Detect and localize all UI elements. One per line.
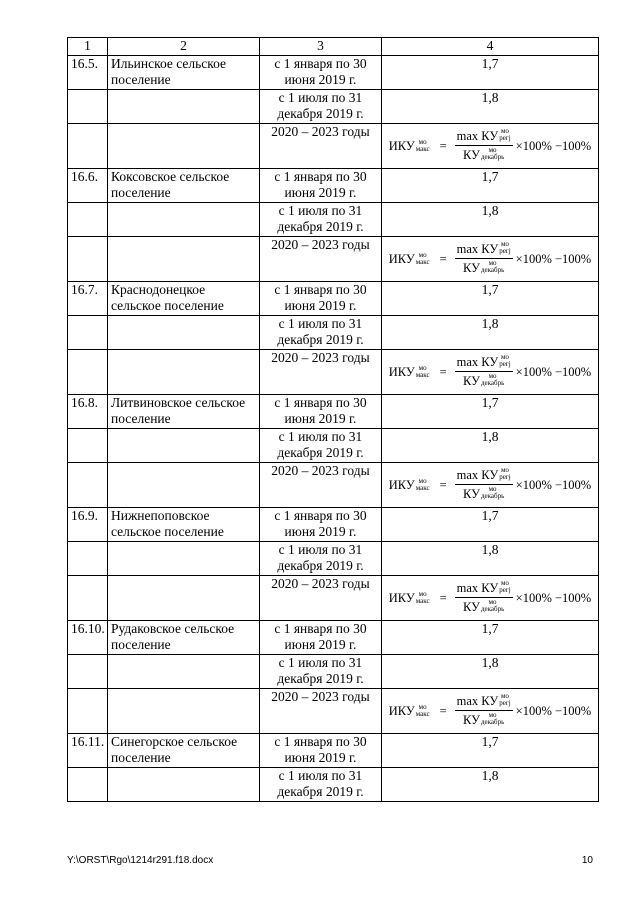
item-number: 16.8. [68, 395, 108, 429]
formula-lhs-sub: макс [415, 596, 430, 605]
value-cell: 1,8 [382, 90, 599, 124]
index-formula [385, 467, 595, 502]
empty-cell [68, 316, 108, 350]
item-number: 16.6. [68, 169, 108, 203]
formula-den-scripts [481, 260, 504, 274]
header-cell-2: 2 [108, 38, 260, 56]
formula-lhs-scripts [416, 478, 430, 492]
formula-cell [382, 689, 599, 734]
formula-lhs-sub: макс [415, 483, 430, 492]
formula-den-scripts [481, 599, 504, 613]
empty-cell [108, 316, 260, 350]
formula-equals: = [439, 364, 447, 379]
formula-num-sub-group [499, 474, 510, 481]
formula-denominator [461, 598, 506, 615]
formula-num-sub: рег [499, 134, 509, 142]
formula-den-sub: декабрь [480, 266, 505, 274]
formula-den-scripts [481, 712, 504, 726]
value-cell: 1,7 [382, 621, 599, 655]
formula-lhs: ИКУ [388, 251, 415, 266]
empty-cell [108, 576, 260, 621]
formula-tail: ×100% −100% [515, 364, 592, 379]
table-row [68, 689, 599, 734]
table-row [68, 429, 599, 463]
table-row [68, 655, 599, 689]
formula-fraction [455, 241, 513, 276]
formula-cell [382, 463, 599, 508]
formula-cell [382, 237, 599, 282]
value-cell: 1,8 [382, 316, 599, 350]
table-row [68, 350, 599, 395]
table-body [68, 38, 599, 802]
formula-num-prefix: max КУ [456, 581, 499, 595]
table-row [68, 542, 599, 576]
formula-den-sub: декабрь [480, 718, 505, 726]
settlement-name: Ильинское сельское поселение [108, 56, 260, 90]
item-number: 16.7. [68, 282, 108, 316]
empty-cell [108, 203, 260, 237]
period-cell: 2020 – 2023 годы [260, 237, 382, 282]
formula-num-sub: рег [499, 586, 509, 594]
header-cell-4: 4 [382, 38, 599, 56]
settlement-name: Литвиновское сельское поселение [108, 395, 260, 429]
formula-den-base: КУ [463, 713, 480, 727]
formula-denominator [461, 146, 506, 163]
period-cell: с 1 января по 30 июня 2019 г. [260, 734, 382, 768]
formula-den-sup: мо [488, 372, 497, 380]
formula-tail: ×100% −100% [515, 251, 592, 266]
index-formula [385, 580, 595, 615]
table-header-row [68, 38, 599, 56]
table-row [68, 508, 599, 542]
formula-tail: ×100% −100% [515, 590, 592, 605]
empty-cell [108, 90, 260, 124]
empty-cell [68, 689, 108, 734]
formula-num-sub2: j [508, 247, 511, 255]
formula-num-sub: рег [499, 247, 509, 255]
formula-cell [382, 124, 599, 169]
formula-num-sub2: j [508, 473, 511, 481]
table-row [68, 282, 599, 316]
period-cell: с 1 января по 30 июня 2019 г. [260, 621, 382, 655]
period-cell: с 1 июля по 31 декабря 2019 г. [260, 768, 382, 802]
formula-num-sup: мо [500, 240, 509, 248]
formula-den-base: КУ [463, 487, 480, 501]
formula-cell [382, 350, 599, 395]
formula-den-sub: декабрь [480, 492, 505, 500]
formula-lhs-sub: макс [415, 370, 430, 379]
formula-num-scripts [499, 128, 510, 142]
table-row [68, 576, 599, 621]
formula-num-sub-group [499, 700, 510, 707]
formula-lhs-scripts [416, 252, 430, 266]
index-formula [385, 693, 595, 728]
period-cell: с 1 января по 30 июня 2019 г. [260, 282, 382, 316]
formula-numerator [455, 467, 513, 485]
formula-den-sub: декабрь [480, 605, 505, 613]
period-cell: с 1 января по 30 июня 2019 г. [260, 56, 382, 90]
formula-num-scripts [499, 467, 510, 481]
formula-lhs-sup: мо [418, 476, 427, 485]
formula-fraction [455, 580, 513, 615]
value-cell: 1,7 [382, 282, 599, 316]
empty-cell [68, 124, 108, 169]
value-cell: 1,7 [382, 169, 599, 203]
formula-lhs-sup: мо [418, 363, 427, 372]
empty-cell [108, 429, 260, 463]
period-cell: с 1 июля по 31 декабря 2019 г. [260, 429, 382, 463]
index-formula [385, 241, 595, 276]
formula-num-sub: рег [499, 699, 509, 707]
formula-equals: = [439, 251, 447, 266]
value-cell: 1,8 [382, 203, 599, 237]
formula-num-sub2: j [508, 134, 511, 142]
formula-num-sub2: j [508, 586, 511, 594]
formula-equals: = [439, 703, 447, 718]
value-cell: 1,7 [382, 395, 599, 429]
table-row [68, 124, 599, 169]
settlement-name: Нижнепоповское сельское поселение [108, 508, 260, 542]
empty-cell [108, 655, 260, 689]
empty-cell [108, 768, 260, 802]
formula-lhs-sup: мо [418, 137, 427, 146]
period-cell: с 1 июля по 31 декабря 2019 г. [260, 316, 382, 350]
formula-lhs: ИКУ [388, 703, 415, 718]
formula-den-base: КУ [463, 600, 480, 614]
table-row [68, 768, 599, 802]
empty-cell [108, 463, 260, 508]
empty-cell [68, 542, 108, 576]
empty-cell [108, 542, 260, 576]
formula-num-scripts [499, 580, 510, 594]
formula-lhs-sup: мо [418, 250, 427, 259]
formula-lhs-scripts [416, 365, 430, 379]
empty-cell [108, 124, 260, 169]
table-row [68, 90, 599, 124]
value-cell: 1,8 [382, 429, 599, 463]
formula-numerator [455, 241, 513, 259]
period-cell: 2020 – 2023 годы [260, 124, 382, 169]
formula-lhs: ИКУ [388, 477, 415, 492]
formula-lhs-sup: мо [418, 702, 427, 711]
empty-cell [68, 768, 108, 802]
formula-tail: ×100% −100% [515, 477, 592, 492]
period-cell: 2020 – 2023 годы [260, 689, 382, 734]
period-cell: с 1 июля по 31 декабря 2019 г. [260, 655, 382, 689]
table-row [68, 169, 599, 203]
formula-equals: = [439, 590, 447, 605]
item-number: 16.11. [68, 734, 108, 768]
formula-den-scripts [481, 147, 504, 161]
formula-num-sub-group [499, 587, 510, 594]
formula-den-sup: мо [488, 711, 497, 719]
empty-cell [68, 655, 108, 689]
period-cell: 2020 – 2023 годы [260, 350, 382, 395]
empty-cell [108, 689, 260, 734]
table-row [68, 316, 599, 350]
formula-den-base: КУ [463, 148, 480, 162]
formula-num-sub: рег [499, 473, 509, 481]
formula-den-sup: мо [488, 146, 497, 154]
formula-num-prefix: max КУ [456, 355, 499, 369]
value-cell: 1,8 [382, 542, 599, 576]
item-number: 16.10. [68, 621, 108, 655]
empty-cell [68, 237, 108, 282]
formula-num-sup: мо [500, 692, 509, 700]
table-row [68, 621, 599, 655]
settlement-name: Краснодонецкое сельское поселение [108, 282, 260, 316]
formula-den-sup: мо [488, 485, 497, 493]
settlement-name: Коксовское сельское поселение [108, 169, 260, 203]
formula-equals: = [439, 138, 447, 153]
formula-num-sub: рег [499, 360, 509, 368]
table-row [68, 463, 599, 508]
period-cell: с 1 июля по 31 декабря 2019 г. [260, 542, 382, 576]
period-cell: с 1 января по 30 июня 2019 г. [260, 395, 382, 429]
empty-cell [68, 90, 108, 124]
item-number: 16.9. [68, 508, 108, 542]
formula-num-sub-group [499, 361, 510, 368]
formula-lhs-sub: макс [415, 709, 430, 718]
empty-cell [108, 237, 260, 282]
formula-tail: ×100% −100% [515, 138, 592, 153]
formula-num-sub2: j [508, 699, 511, 707]
formula-num-sup: мо [500, 579, 509, 587]
formula-num-prefix: max КУ [456, 242, 499, 256]
formula-denominator [461, 485, 506, 502]
empty-cell [68, 463, 108, 508]
period-cell: с 1 января по 30 июня 2019 г. [260, 508, 382, 542]
empty-cell [68, 429, 108, 463]
index-formula [385, 354, 595, 389]
formula-tail: ×100% −100% [515, 703, 592, 718]
formula-denominator [461, 372, 506, 389]
formula-fraction [455, 467, 513, 502]
formula-num-sup: мо [500, 466, 509, 474]
formula-lhs: ИКУ [388, 364, 415, 379]
formula-num-scripts [499, 354, 510, 368]
footer-file-path: Y:\ORST\Rgo\1214r291.f18.docx [67, 855, 214, 866]
period-cell: с 1 июля по 31 декабря 2019 г. [260, 90, 382, 124]
formula-num-scripts [499, 241, 510, 255]
formula-den-sub: декабрь [480, 379, 505, 387]
formula-lhs-scripts [416, 704, 430, 718]
value-cell: 1,7 [382, 56, 599, 90]
header-cell-1: 1 [68, 38, 108, 56]
formula-numerator [455, 580, 513, 598]
period-cell: с 1 января по 30 июня 2019 г. [260, 169, 382, 203]
formula-fraction [455, 128, 513, 163]
formula-cell [382, 576, 599, 621]
settlement-name: Рудаковское сельское поселение [108, 621, 260, 655]
formula-num-sub2: j [508, 360, 511, 368]
value-cell: 1,8 [382, 768, 599, 802]
formula-equals: = [439, 477, 447, 492]
period-cell: 2020 – 2023 годы [260, 463, 382, 508]
value-cell: 1,8 [382, 655, 599, 689]
value-cell: 1,7 [382, 508, 599, 542]
formula-num-sub-group [499, 135, 510, 142]
formula-num-prefix: max КУ [456, 468, 499, 482]
formula-lhs-scripts [416, 591, 430, 605]
formula-fraction [455, 693, 513, 728]
formula-denominator [461, 259, 506, 276]
formula-lhs-sup: мо [418, 589, 427, 598]
formula-den-base: КУ [463, 374, 480, 388]
formula-num-sup: мо [500, 127, 509, 135]
formula-num-sup: мо [500, 353, 509, 361]
item-number: 16.5. [68, 56, 108, 90]
period-cell: 2020 – 2023 годы [260, 576, 382, 621]
formula-numerator [455, 354, 513, 372]
tariff-table [67, 37, 599, 802]
formula-numerator [455, 128, 513, 146]
empty-cell [68, 350, 108, 395]
formula-lhs-sub: макс [415, 257, 430, 266]
empty-cell [68, 203, 108, 237]
formula-den-sub: декабрь [480, 153, 505, 161]
period-cell: с 1 июля по 31 декабря 2019 г. [260, 203, 382, 237]
formula-lhs-sub: макс [415, 144, 430, 153]
table-row [68, 56, 599, 90]
formula-den-sup: мо [488, 259, 497, 267]
value-cell: 1,7 [382, 734, 599, 768]
empty-cell [108, 350, 260, 395]
formula-num-prefix: max КУ [456, 694, 499, 708]
settlement-name: Синегорское сельское поселение [108, 734, 260, 768]
table-row [68, 734, 599, 768]
formula-lhs: ИКУ [388, 138, 415, 153]
table-row [68, 237, 599, 282]
header-cell-3: 3 [260, 38, 382, 56]
formula-den-scripts [481, 373, 504, 387]
formula-numerator [455, 693, 513, 711]
formula-lhs: ИКУ [388, 590, 415, 605]
formula-num-scripts [499, 693, 510, 707]
formula-den-sup: мо [488, 598, 497, 606]
table-row [68, 395, 599, 429]
index-formula [385, 128, 595, 163]
formula-num-sub-group [499, 248, 510, 255]
formula-den-base: КУ [463, 261, 480, 275]
formula-num-prefix: max КУ [456, 129, 499, 143]
formula-fraction [455, 354, 513, 389]
table-row [68, 203, 599, 237]
formula-den-scripts [481, 486, 504, 500]
formula-denominator [461, 711, 506, 728]
footer-page-number: 10 [581, 855, 593, 866]
formula-lhs-scripts [416, 139, 430, 153]
empty-cell [68, 576, 108, 621]
